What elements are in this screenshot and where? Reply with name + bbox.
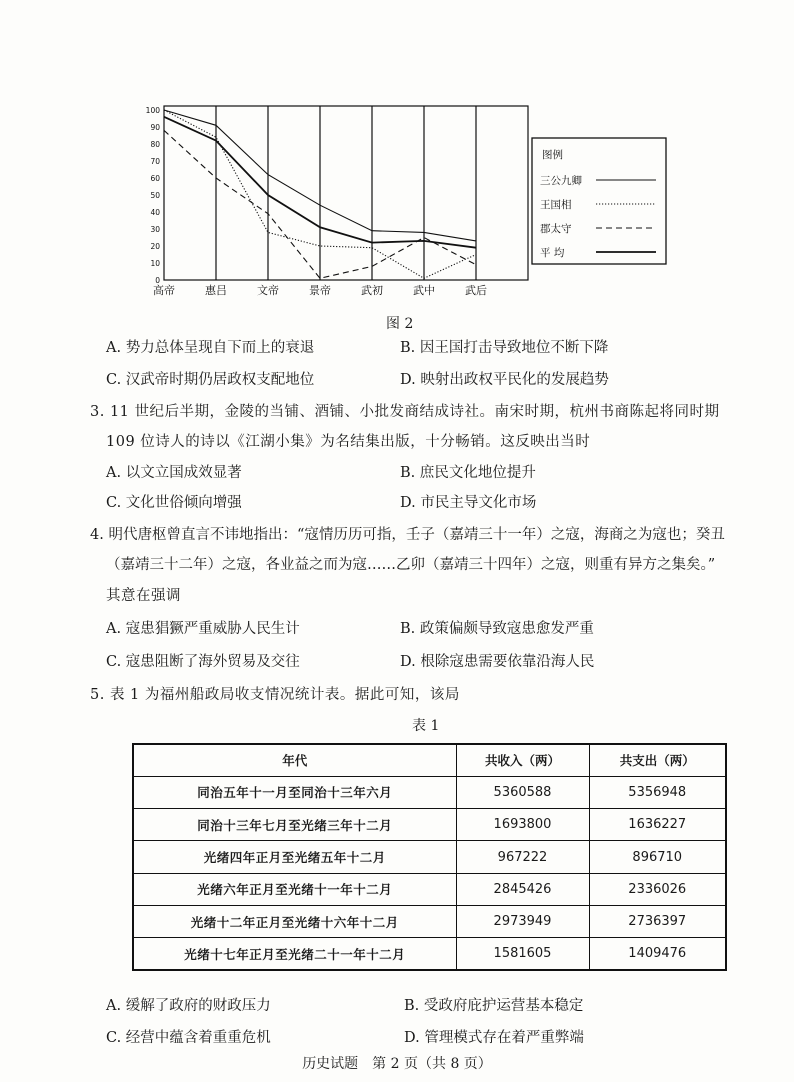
q4-option-d: D. 根除寇患需要依靠沿海人民: [400, 654, 595, 670]
x-tick-label: 武初: [361, 284, 383, 297]
y-tick-label: 90: [150, 123, 160, 132]
q5-stem-line1: 5. 表 1 为福州船政局收支情况统计表。据此可知，该局: [90, 687, 460, 703]
y-tick-label: 10: [150, 259, 160, 268]
y-tick-label: 30: [150, 225, 160, 234]
cell-expense: 1636227: [589, 809, 726, 841]
figure-caption: 图 2: [386, 316, 414, 332]
q4-option-b: B. 政策偏颇导致寇患愈发严重: [400, 621, 594, 637]
cell-expense: 1409476: [589, 938, 726, 970]
cell-era: 光绪六年正月至光绪十一年十二月: [133, 873, 456, 905]
q2-option-a: A. 势力总体呈现自下而上的衰退: [106, 340, 315, 356]
table-row: [133, 905, 726, 937]
y-axis: [146, 106, 161, 285]
legend-label: 三公九卿: [540, 175, 582, 187]
table-row: [133, 938, 726, 970]
q4-stem-line3: 其意在强调: [106, 588, 181, 604]
col-header-income: 共收入（两）: [456, 744, 589, 776]
cell-expense: 2336026: [589, 873, 726, 905]
y-tick-label: 70: [150, 157, 160, 166]
cell-era: 同治五年十一月至同治十三年六月: [133, 776, 456, 808]
cell-era: 光绪十七年正月至光绪二十一年十二月: [133, 938, 456, 970]
cell-era: 同治十三年七月至光绪三年十二月: [133, 809, 456, 841]
q5-option-a: A. 缓解了政府的财政压力: [106, 998, 271, 1014]
y-tick-label: 60: [150, 174, 160, 183]
col-header-expense: 共支出（两）: [589, 744, 726, 776]
legend: [532, 138, 666, 264]
plot-frame: [164, 106, 528, 280]
y-tick-label: 100: [145, 106, 160, 115]
cell-income: 1693800: [456, 809, 589, 841]
q2-option-c: C. 汉武帝时期仍居政权支配地位: [106, 372, 315, 388]
q5-option-c: C. 经营中蕴含着重重危机: [106, 1030, 271, 1046]
q3-option-a: A. 以文立国成效显著: [106, 465, 242, 481]
x-tick-label: 高帝: [153, 284, 175, 297]
cell-era: 光绪十二年正月至光绪十六年十二月: [133, 905, 456, 937]
cell-expense: 5356948: [589, 776, 726, 808]
col-header-era: 年代: [133, 744, 456, 776]
q5-option-b: B. 受政府庇护运营基本稳定: [404, 998, 584, 1014]
q4-option-c: C. 寇患阻断了海外贸易及交往: [106, 654, 300, 670]
q3-option-c: C. 文化世俗倾向增强: [106, 495, 242, 511]
q4-option-a: A. 寇患猖獗严重威胁人民生计: [106, 621, 300, 637]
table-row: [133, 776, 726, 808]
q3-stem-line1: 3. 11 世纪后半期，金陵的当铺、酒铺、小批发商结成诗社。南宋时期，杭州书商陈起将同时期: [90, 404, 720, 420]
q2-option-b: B. 因王国打击导致地位不断下降: [400, 340, 609, 356]
x-axis: [153, 283, 487, 297]
cell-income: 967222: [456, 841, 589, 873]
legend-title: 图例: [542, 149, 563, 161]
legend-label: 平 均: [540, 247, 565, 259]
cell-expense: 896710: [589, 841, 726, 873]
x-tick-label: 文帝: [257, 284, 279, 297]
q5-option-d: D. 管理模式存在着严重弊端: [404, 1030, 584, 1046]
cell-income: 5360588: [456, 776, 589, 808]
q2-option-d: D. 映射出政权平民化的发展趋势: [400, 372, 609, 388]
cell-income: 2845426: [456, 873, 589, 905]
table-title: 表 1: [412, 718, 440, 734]
table-header-row: [133, 744, 726, 776]
y-tick-label: 0: [155, 276, 160, 285]
q3-stem-line2: 109 位诗人的诗以《江湖小集》为名结集出版，十分畅销。这反映出当时: [106, 434, 591, 450]
x-tick-label: 景帝: [309, 284, 331, 297]
x-tick-label: 武中: [413, 284, 435, 297]
q3-option-b: B. 庶民文化地位提升: [400, 465, 536, 481]
q4-stem-line2: （嘉靖三十二年）之寇，各业益之而为寇……乙卯（嘉靖三十四年）之寇，则重有异方之集矣。”: [106, 557, 716, 573]
table-row: [133, 809, 726, 841]
x-tick-label: 武后: [465, 284, 487, 297]
line-chart: [140, 100, 700, 305]
table-row: [133, 841, 726, 873]
cell-income: 1581605: [456, 938, 589, 970]
q4-stem-line1: 4. 明代唐枢曾直言不讳地指出：“寇情历历可指，壬子（嘉靖三十一年）之寇，海商之为寇也；癸丑: [90, 527, 725, 543]
table-row: [133, 873, 726, 905]
revenue-table: [132, 743, 727, 971]
y-tick-label: 20: [150, 242, 160, 251]
legend-label: 郡太守: [540, 223, 572, 235]
q3-option-d: D. 市民主导文化市场: [400, 495, 537, 511]
y-tick-label: 50: [150, 191, 160, 200]
page-footer: 历史试题 第 2 页（共 8 页）: [302, 1056, 492, 1072]
cell-expense: 2736397: [589, 905, 726, 937]
legend-label: 王国相: [540, 199, 572, 211]
cell-era: 光绪四年正月至光绪五年十二月: [133, 841, 456, 873]
cell-income: 2973949: [456, 905, 589, 937]
plot-border: [164, 106, 528, 280]
x-tick-label: 惠吕: [205, 284, 227, 297]
y-tick-label: 80: [150, 140, 160, 149]
y-tick-label: 40: [150, 208, 160, 217]
